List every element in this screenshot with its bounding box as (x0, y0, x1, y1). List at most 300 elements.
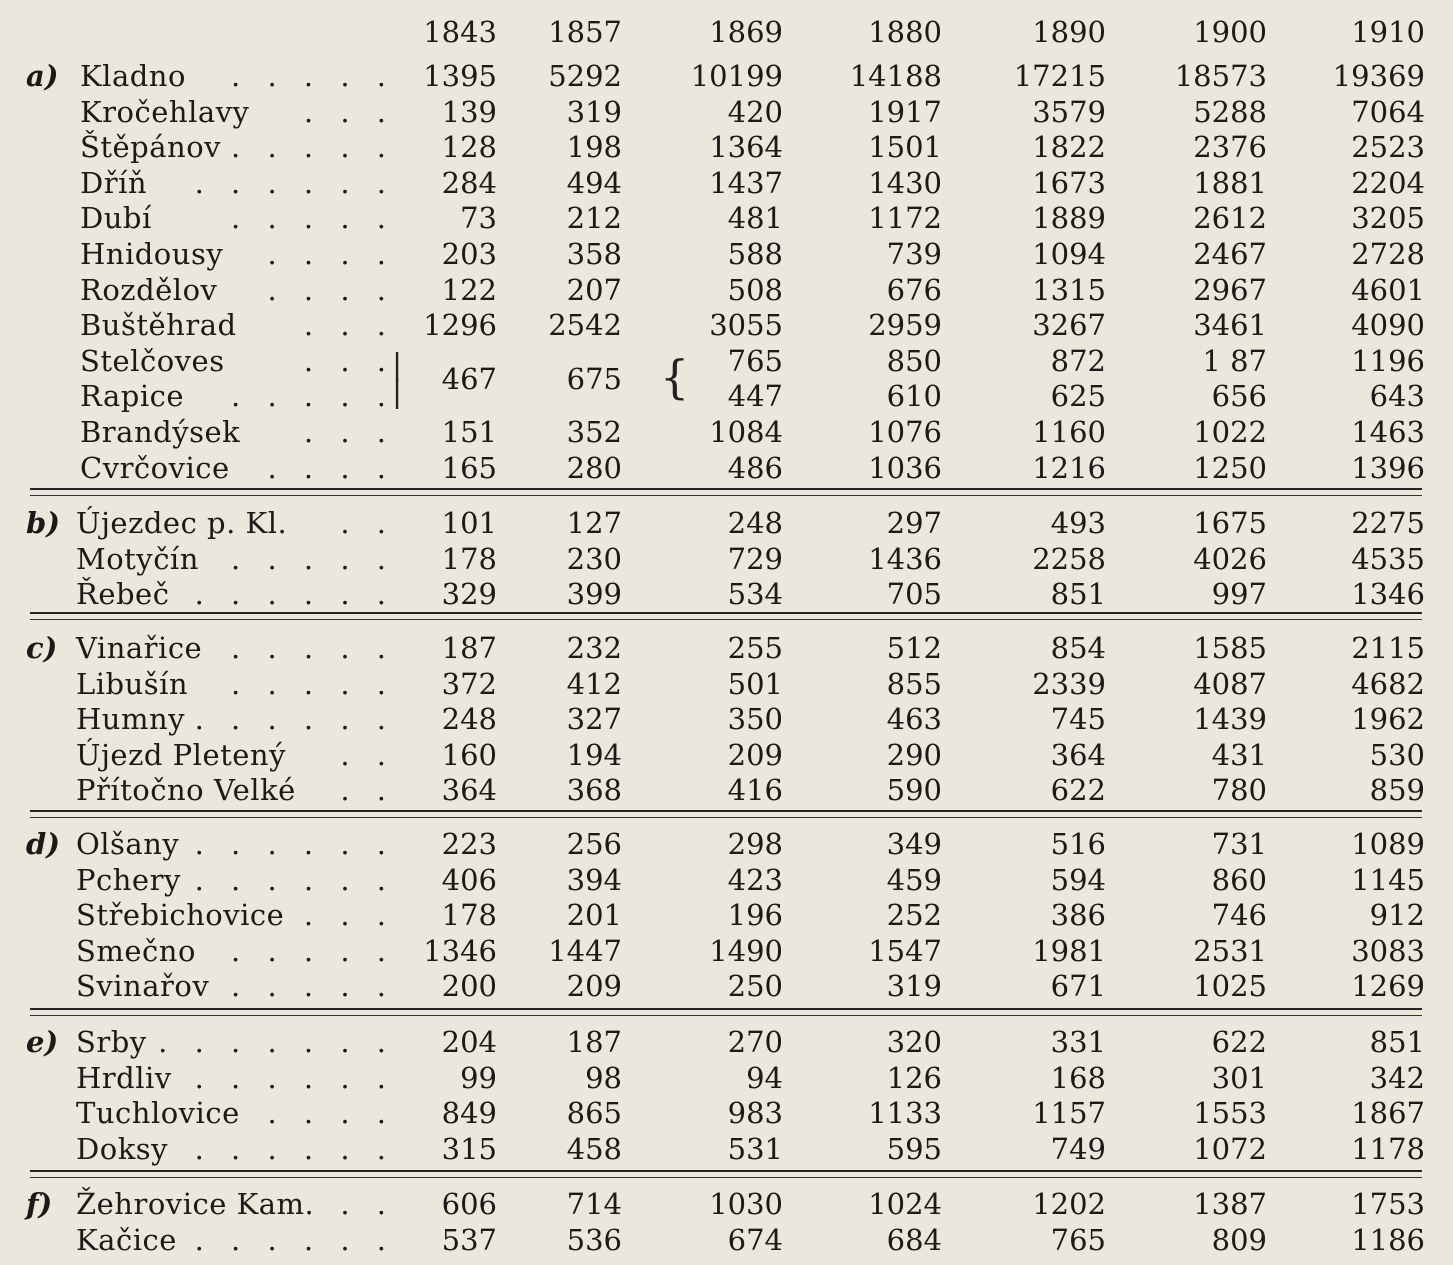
table-row (0, 58, 1453, 94)
place-name: Přítočno Velké (76, 773, 296, 808)
place-name: Libušín (76, 666, 189, 701)
value-cell: 399 (566, 577, 622, 612)
value-cell: 765 (727, 343, 783, 378)
value-cell: 298 (727, 827, 783, 861)
leader-dots: . . . . . (231, 59, 395, 93)
value-cell: 780 (1211, 773, 1267, 808)
leader-dots: . . . . (267, 272, 395, 307)
table-row (0, 450, 1453, 486)
year-header: 1869 (709, 15, 783, 49)
value-cell: 1196 (1351, 343, 1425, 378)
value-cell: 625 (1050, 379, 1106, 414)
value-cell: 350 (727, 702, 783, 737)
value-cell: 536 (566, 1222, 622, 1257)
value-cell: 19369 (1332, 59, 1425, 93)
place-name: Stelčoves (80, 343, 225, 378)
value-cell: 3461 (1193, 308, 1267, 343)
place-name: Srby (76, 1025, 147, 1059)
leader-dots: . . . . (267, 237, 395, 271)
value-cell: 349 (886, 827, 942, 861)
leader-dots: . . . (303, 343, 395, 378)
table-row (0, 272, 1453, 308)
value-cell: 331 (1050, 1025, 1106, 1059)
table-row (0, 1186, 1453, 1222)
value-cell: 1089 (1351, 827, 1425, 861)
value-cell: 1490 (709, 933, 783, 968)
section-divider (30, 612, 1422, 620)
value-cell: 731 (1211, 827, 1267, 861)
value-cell: 537 (441, 1222, 497, 1257)
value-cell: 1675 (1193, 506, 1267, 540)
value-cell: 1881 (1193, 165, 1267, 200)
table-row (0, 968, 1453, 1004)
value-cell: 1202 (1032, 1187, 1106, 1221)
value-cell: 420 (727, 94, 783, 129)
value-cell: 1315 (1032, 272, 1106, 307)
leader-dots: . . . . . . . (158, 1060, 395, 1095)
value-cell: 997 (1211, 577, 1267, 612)
value-cell: 983 (727, 1096, 783, 1131)
group-label: e) (26, 1025, 59, 1059)
value-cell: 2612 (1193, 201, 1267, 236)
group-label: a) (26, 59, 59, 93)
value-cell: 610 (886, 379, 942, 414)
leader-dots: . . . . . . (194, 577, 395, 612)
value-cell: 230 (566, 541, 622, 576)
value-cell: 594 (1050, 862, 1106, 897)
value-cell: 194 (566, 737, 622, 772)
place-name: Újezdec p. Kl. (76, 506, 288, 540)
value-cell: 406 (441, 862, 497, 897)
value-cell: 1585 (1193, 631, 1267, 665)
value-cell: 1186 (1351, 1222, 1425, 1257)
value-cell: 1501 (868, 130, 942, 165)
value-cell: 3267 (1032, 308, 1106, 343)
value-cell: 2467 (1193, 237, 1267, 271)
value-cell: 207 (566, 272, 622, 307)
value-cell: 1981 (1032, 933, 1106, 968)
place-name: Rozdělov (80, 272, 218, 307)
value-cell: 209 (727, 737, 783, 772)
value-cell: 1094 (1032, 237, 1106, 271)
value-cell: 319 (566, 94, 622, 129)
leader-dots: . . (340, 773, 395, 808)
value-cell: 94 (746, 1060, 783, 1095)
value-cell: 1962 (1351, 702, 1425, 737)
value-cell: 315 (441, 1131, 497, 1166)
year-header: 1880 (868, 15, 942, 49)
value-cell: 160 (441, 737, 497, 772)
value-cell: 4682 (1351, 666, 1425, 701)
table-row (0, 375, 1453, 414)
place-name: Dříň (80, 165, 148, 200)
section-divider (30, 1008, 1422, 1016)
value-cell: 749 (1050, 1131, 1106, 1166)
value-cell: 412 (566, 666, 622, 701)
value-cell: 423 (727, 862, 783, 897)
table-row (0, 200, 1453, 236)
place-name: Pchery (76, 862, 181, 897)
leader-dots: . . . . (267, 1096, 395, 1131)
place-name: Buštěhrad (80, 308, 237, 343)
place-name: Hnidousy (80, 237, 224, 271)
value-cell: 501 (727, 666, 783, 701)
value-cell: 178 (441, 898, 497, 933)
value-cell: 187 (441, 631, 497, 665)
value-cell: 2728 (1351, 237, 1425, 271)
table-row (0, 897, 1453, 933)
place-name: Žehrovice Kam. (76, 1187, 315, 1221)
year-header: 1890 (1032, 15, 1106, 49)
value-cell: 745 (1050, 702, 1106, 737)
value-cell: 1753 (1351, 1187, 1425, 1221)
value-cell: 3083 (1351, 933, 1425, 968)
value-cell: 508 (727, 272, 783, 307)
place-name: Humny (76, 702, 186, 737)
value-cell: 4090 (1351, 308, 1425, 343)
value-cell: 1447 (548, 933, 622, 968)
value-cell: 168 (1050, 1060, 1106, 1095)
value-cell: 320 (886, 1025, 942, 1059)
leader-dots: . . . . . . (194, 702, 395, 737)
value-cell: 851 (1050, 577, 1106, 612)
value-cell: 1364 (709, 130, 783, 165)
value-cell: 139 (441, 94, 497, 129)
value-cell: 255 (727, 631, 783, 665)
value-cell: 3579 (1032, 94, 1106, 129)
leader-dots: . . (340, 1187, 395, 1221)
value-cell: 643 (1369, 379, 1425, 414)
value-cell: 1436 (868, 541, 942, 576)
value-cell: 248 (727, 506, 783, 540)
value-cell: 386 (1050, 898, 1106, 933)
place-name: Kačice (76, 1222, 177, 1257)
value-cell: 250 (727, 969, 783, 1004)
value-cell: 127 (566, 506, 622, 540)
value-cell: 675 (566, 361, 622, 396)
leader-dots: . . . . . (231, 541, 395, 576)
value-cell: 4535 (1351, 541, 1425, 576)
value-cell: 364 (1050, 737, 1106, 772)
value-cell: 912 (1369, 898, 1425, 933)
value-cell: 1084 (709, 415, 783, 449)
leader-dots: . . (340, 737, 395, 772)
value-cell: 1889 (1032, 201, 1106, 236)
place-name: Řebeč (76, 577, 170, 612)
value-cell: 4087 (1193, 666, 1267, 701)
value-cell: 212 (566, 201, 622, 236)
place-name: Újezd Pletený (76, 737, 286, 772)
value-cell: 7064 (1351, 94, 1425, 129)
value-cell: 1250 (1193, 450, 1267, 485)
value-cell: 122 (441, 272, 497, 307)
value-cell: 18573 (1174, 59, 1267, 93)
value-cell: 352 (566, 415, 622, 449)
value-cell: 739 (886, 237, 942, 271)
value-cell: 73 (460, 201, 497, 236)
value-cell: 705 (886, 577, 942, 612)
table-row (0, 1222, 1453, 1258)
value-cell: 512 (886, 631, 942, 665)
value-cell: 2959 (868, 308, 942, 343)
place-name: Střebichovice (76, 898, 285, 933)
value-cell: 2258 (1032, 541, 1106, 576)
place-name: Dubí (80, 201, 152, 236)
value-cell: 809 (1211, 1222, 1267, 1257)
value-cell: 1463 (1351, 415, 1425, 449)
value-cell: 481 (727, 201, 783, 236)
table-row (0, 630, 1453, 666)
value-cell: 200 (441, 969, 497, 1004)
leader-dots: . . . (303, 94, 395, 129)
value-cell: 2204 (1351, 165, 1425, 200)
value-cell: 1024 (868, 1187, 942, 1221)
value-cell: 2115 (1351, 631, 1425, 665)
brace-mark: { (660, 349, 690, 404)
value-cell: 674 (727, 1222, 783, 1257)
value-cell: 1346 (1351, 577, 1425, 612)
value-cell: 198 (566, 130, 622, 165)
place-name: Cvrčovice (80, 450, 230, 485)
value-cell: 290 (886, 737, 942, 772)
table-row (0, 737, 1453, 773)
leader-dots: . . . . . (231, 666, 395, 701)
year-header: 1910 (1351, 15, 1425, 49)
place-name: Hrdliv (76, 1060, 172, 1095)
table-row (0, 862, 1453, 898)
leader-dots: . . . . . (231, 379, 395, 414)
table-row (0, 772, 1453, 808)
value-cell: 3055 (709, 308, 783, 343)
value-cell: 17215 (1013, 59, 1106, 93)
leader-dots: . . (340, 506, 395, 540)
value-cell: 209 (566, 969, 622, 1004)
value-cell: 1395 (423, 59, 497, 93)
value-cell: 1036 (868, 450, 942, 485)
value-cell: 358 (566, 237, 622, 271)
table-row (0, 576, 1453, 612)
value-cell: 248 (441, 702, 497, 737)
value-cell: 4026 (1193, 541, 1267, 576)
value-cell: 729 (727, 541, 783, 576)
section-divider (30, 488, 1422, 496)
value-cell: 1822 (1032, 130, 1106, 165)
leader-dots: . . . . . . (194, 1222, 395, 1257)
value-cell: 2531 (1193, 933, 1267, 968)
value-cell: 232 (566, 631, 622, 665)
value-cell: 671 (1050, 969, 1106, 1004)
table-row (0, 343, 1453, 396)
value-cell: 849 (441, 1096, 497, 1131)
value-cell: 534 (727, 577, 783, 612)
value-cell: 151 (441, 415, 497, 449)
value-cell: 1145 (1351, 862, 1425, 897)
leader-dots: . . . . . (231, 969, 395, 1004)
table-row (0, 236, 1453, 272)
value-cell: 394 (566, 862, 622, 897)
value-cell: 372 (441, 666, 497, 701)
value-cell: 1917 (868, 94, 942, 129)
value-cell: 196 (727, 898, 783, 933)
value-cell: 516 (1050, 827, 1106, 861)
value-cell: 5292 (548, 59, 622, 93)
value-cell: 1387 (1193, 1187, 1267, 1221)
value-cell: 280 (566, 450, 622, 485)
value-cell: 301 (1211, 1060, 1267, 1095)
value-cell: 1867 (1351, 1096, 1425, 1131)
table-row (0, 826, 1453, 862)
value-cell: 486 (727, 450, 783, 485)
value-cell: 128 (441, 130, 497, 165)
table-row (0, 165, 1453, 201)
value-cell: 1157 (1032, 1096, 1106, 1131)
value-cell: 329 (441, 577, 497, 612)
value-cell: 530 (1369, 737, 1425, 772)
value-cell: 872 (1050, 343, 1106, 378)
year-header-row (0, 14, 1453, 50)
value-cell: 223 (441, 827, 497, 861)
value-cell: 1269 (1351, 969, 1425, 1004)
leader-dots: . . . . . (231, 130, 395, 165)
table-row (0, 1131, 1453, 1167)
group-label: d) (26, 827, 60, 861)
table-row (0, 666, 1453, 702)
place-name: Brandýsek (80, 415, 241, 449)
value-cell: 1547 (868, 933, 942, 968)
value-cell: 3205 (1351, 201, 1425, 236)
table-row (0, 307, 1453, 343)
value-cell: 1025 (1193, 969, 1267, 1004)
value-cell: 595 (886, 1131, 942, 1166)
value-cell: 865 (566, 1096, 622, 1131)
value-cell: 1437 (709, 165, 783, 200)
place-name: Motyčín (76, 541, 199, 576)
value-cell: 622 (1050, 773, 1106, 808)
value-cell: 319 (886, 969, 942, 1004)
value-cell: 187 (566, 1025, 622, 1059)
value-cell: 714 (566, 1187, 622, 1221)
value-cell: 1076 (868, 415, 942, 449)
table-row (0, 505, 1453, 541)
value-cell: 297 (886, 506, 942, 540)
value-cell: 765 (1050, 1222, 1106, 1257)
value-cell: 1072 (1193, 1131, 1267, 1166)
value-cell: 2275 (1351, 506, 1425, 540)
value-cell: 463 (886, 702, 942, 737)
table-row (0, 129, 1453, 165)
value-cell: 447 (727, 379, 783, 414)
leader-dots: . . . (303, 898, 395, 933)
value-cell: 859 (1369, 773, 1425, 808)
place-name: Svinařov (76, 969, 210, 1004)
year-header: 1857 (548, 15, 622, 49)
value-cell: 1673 (1032, 165, 1106, 200)
table-row (0, 541, 1453, 577)
leader-dots: . . . . . (231, 631, 395, 665)
leader-dots: . . . (303, 308, 395, 343)
leader-dots: . . . . . (231, 933, 395, 968)
value-cell: 850 (886, 343, 942, 378)
value-cell: 459 (886, 862, 942, 897)
value-cell: 1216 (1032, 450, 1106, 485)
value-cell: 416 (727, 773, 783, 808)
value-cell: 1022 (1193, 415, 1267, 449)
value-cell: 656 (1211, 379, 1267, 414)
value-cell: 2542 (548, 308, 622, 343)
section-divider (30, 810, 1422, 818)
value-cell: 252 (886, 898, 942, 933)
value-cell: 1133 (868, 1096, 942, 1131)
place-name: Smečno (76, 933, 196, 968)
value-cell: 5288 (1193, 94, 1267, 129)
value-cell: 2967 (1193, 272, 1267, 307)
value-cell: 256 (566, 827, 622, 861)
value-cell: 99 (460, 1060, 497, 1095)
table-row (0, 701, 1453, 737)
section-divider (30, 1170, 1422, 1178)
value-cell: 98 (585, 1060, 622, 1095)
value-cell: 467 (441, 361, 497, 396)
table-row (0, 1095, 1453, 1131)
value-cell: 178 (441, 541, 497, 576)
value-cell: 1553 (1193, 1096, 1267, 1131)
value-cell: 684 (886, 1222, 942, 1257)
value-cell: 126 (886, 1060, 942, 1095)
value-cell: 14188 (849, 59, 942, 93)
leader-dots: . . . . . (231, 201, 395, 236)
value-cell: 2376 (1193, 130, 1267, 165)
value-cell: 855 (886, 666, 942, 701)
value-cell: 676 (886, 272, 942, 307)
leader-dots: . . . . . . (194, 862, 395, 897)
value-cell: 1030 (709, 1187, 783, 1221)
table-row (0, 933, 1453, 969)
leader-dots: . . . . . . . (158, 1025, 395, 1059)
value-cell: 4601 (1351, 272, 1425, 307)
value-cell: 368 (566, 773, 622, 808)
value-cell: 431 (1211, 737, 1267, 772)
place-name: Kladno (80, 59, 186, 93)
value-cell: 1160 (1032, 415, 1106, 449)
value-cell: 588 (727, 237, 783, 271)
value-cell: 10199 (690, 59, 783, 93)
leader-dots: . . . (303, 415, 395, 449)
value-cell: 531 (727, 1131, 783, 1166)
value-cell: 2339 (1032, 666, 1106, 701)
value-cell: 1296 (423, 308, 497, 343)
place-name: Olšany (76, 827, 180, 861)
value-cell: 1439 (1193, 702, 1267, 737)
table-row (0, 414, 1453, 450)
value-cell: 1396 (1351, 450, 1425, 485)
value-cell: 590 (886, 773, 942, 808)
value-cell: 1430 (868, 165, 942, 200)
value-cell: 494 (566, 165, 622, 200)
value-cell: 203 (441, 237, 497, 271)
value-cell: 746 (1211, 898, 1267, 933)
group-label: f) (26, 1187, 53, 1221)
table-row (0, 1060, 1453, 1096)
value-cell: 458 (566, 1131, 622, 1166)
place-name: Rapice (80, 379, 185, 414)
value-cell: 204 (441, 1025, 497, 1059)
group-label: b) (26, 506, 60, 540)
brace-mark: | (392, 375, 403, 411)
value-cell: 1346 (423, 933, 497, 968)
value-cell: 1178 (1351, 1131, 1425, 1166)
value-cell: 851 (1369, 1025, 1425, 1059)
value-cell: 270 (727, 1025, 783, 1059)
